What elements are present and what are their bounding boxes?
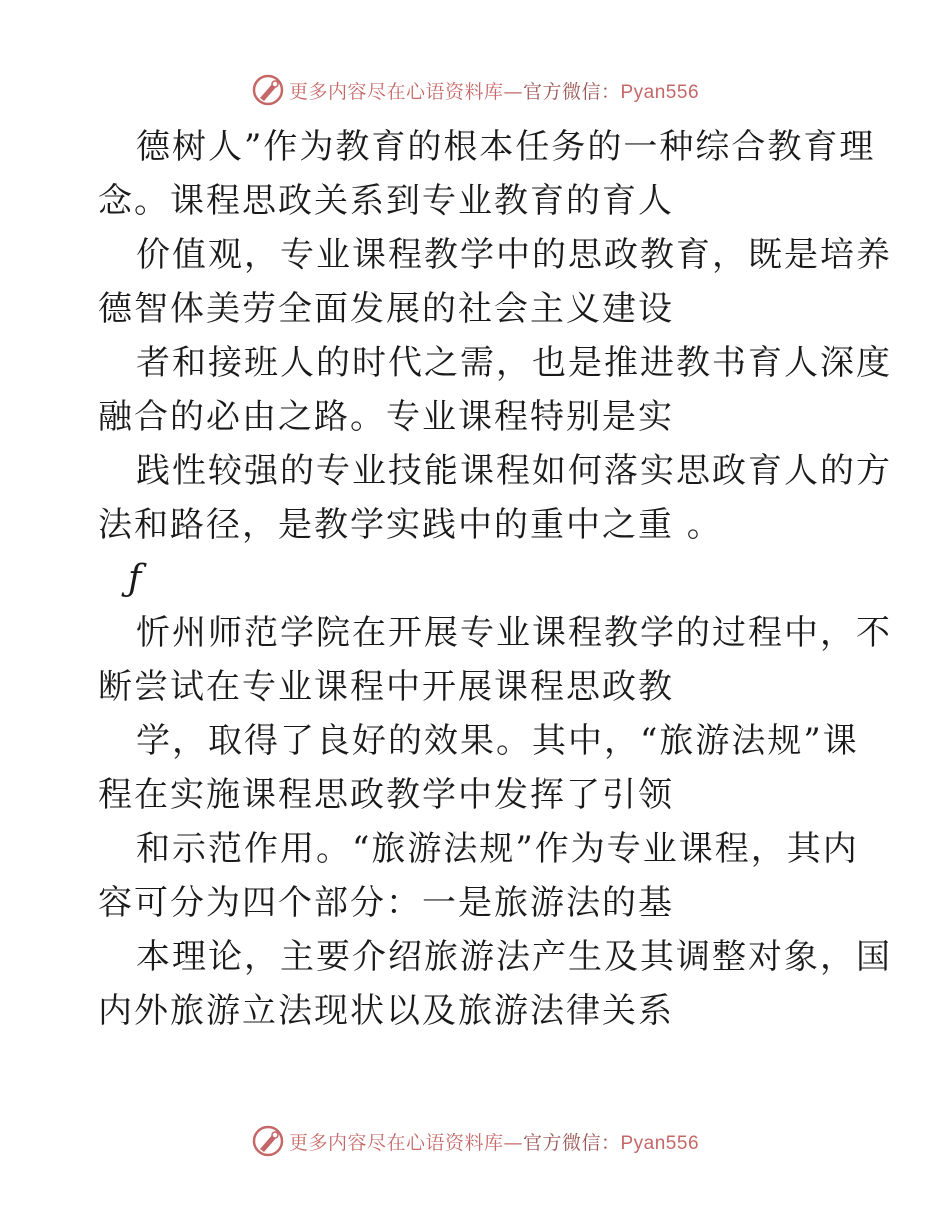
text-line: 和示范作用。“旅游法规”作为专业课程，其内 <box>136 829 859 869</box>
watermark-text <box>289 1128 699 1155</box>
text-line: 忻州师范学院在开展专业课程教学的过程中，不 <box>136 613 892 653</box>
text-line: 价值观，专业课程教学中的思政教育，既是培养 <box>136 235 892 275</box>
watermark-wechat-id: Pyan556 <box>620 81 700 103</box>
footer-watermark <box>0 1121 950 1161</box>
watermark-main: 更多内容尽在心语资料库 <box>288 80 504 103</box>
watermark-dash: — <box>503 1131 523 1154</box>
watermark-wechat-id: Pyan556 <box>620 1132 700 1154</box>
text-line: 融合的必由之路。专业课程特别是实 <box>98 397 674 437</box>
footnote-symbol: ƒ <box>128 558 142 599</box>
header-watermark <box>0 70 950 110</box>
text-line: 德树人”作为教育的根本任务的一种综合教育理 <box>136 127 876 167</box>
text-line: 内外旅游立法现状以及旅游法律关系 <box>98 991 674 1031</box>
watermark-text <box>289 77 699 104</box>
watermark-wechat-label: 官方微信： <box>522 80 621 103</box>
pen-logo-icon <box>251 1124 285 1158</box>
text-line: 德智体美劳全面发展的社会主义建设 <box>98 289 674 329</box>
pen-logo-icon <box>251 73 285 107</box>
text-line: 者和接班人的时代之需，也是推进教书育人深度 <box>136 343 892 383</box>
text-line: 法和路径，是教学实践中的重中之重 。 <box>98 505 723 545</box>
text-line: 本理论，主要介绍旅游法产生及其调整对象，国 <box>136 937 892 977</box>
text-line: 容可分为四个部分：一是旅游法的基 <box>98 883 674 923</box>
watermark-main: 更多内容尽在心语资料库 <box>288 1131 504 1154</box>
text-line: 程在实施课程思政教学中发挥了引领 <box>98 775 674 815</box>
document-body <box>98 120 892 1038</box>
text-line: 践性较强的专业技能课程如何落实思政育人的方 <box>136 451 892 491</box>
text-line: 学，取得了良好的效果。其中，“旅游法规”课 <box>136 721 859 761</box>
text-line: 断尝试在专业课程中开展课程思政教 <box>98 667 674 707</box>
watermark-wechat-label: 官方微信： <box>522 1131 621 1154</box>
watermark-dash: — <box>503 80 523 103</box>
text-line: 念。课程思政关系到专业教育的育人 <box>98 181 674 221</box>
